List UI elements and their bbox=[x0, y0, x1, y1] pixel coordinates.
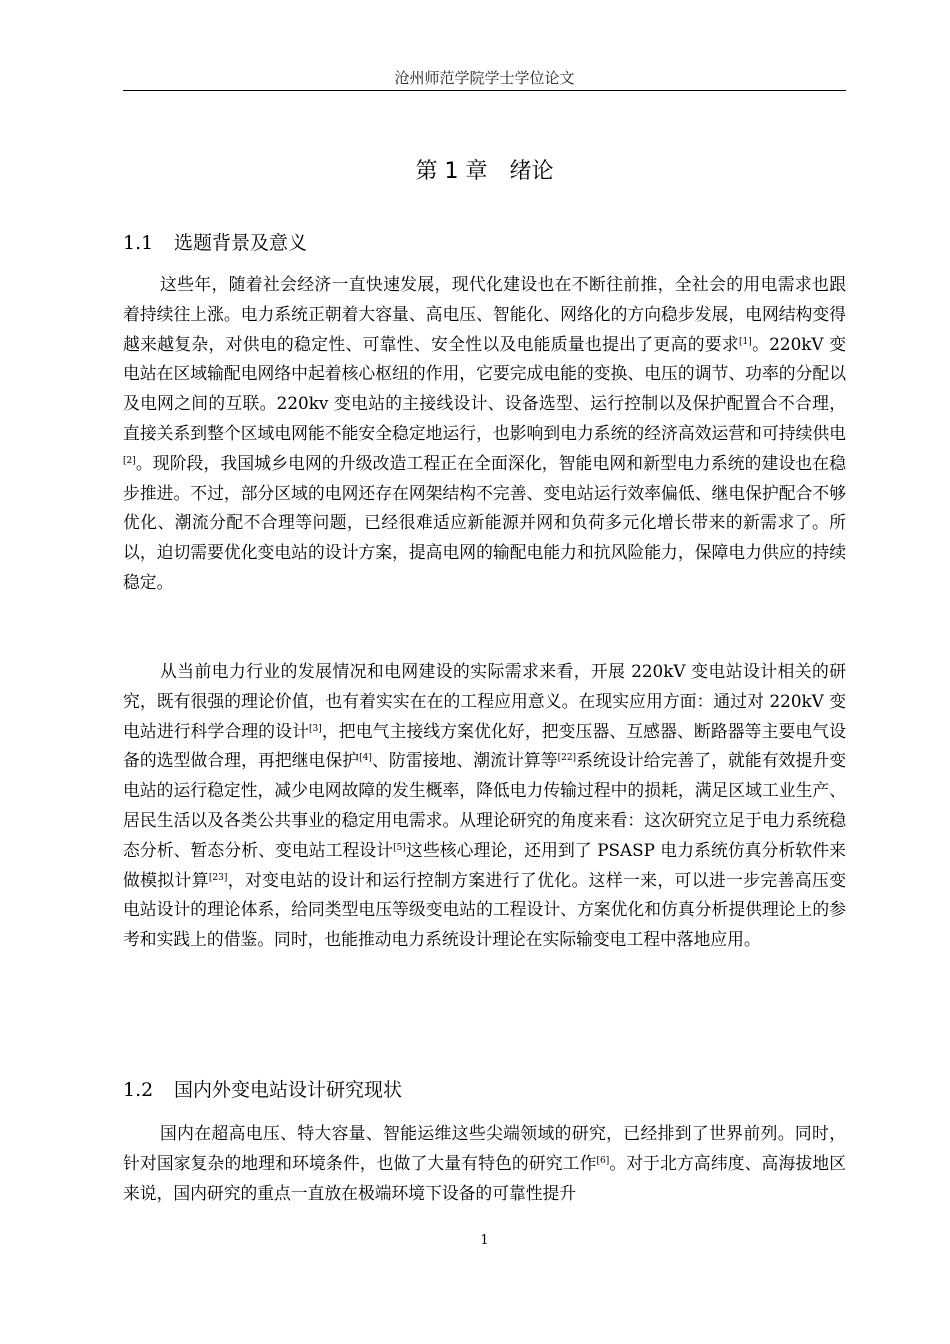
paragraph-research-status bbox=[123, 1119, 846, 1208]
paragraph-text: 从当前电力行业的发展情况和电网建设的实际需求来看，开展 220kV 变电站设计相关的研究，既有很强的理论价值，也有着实实在在的工程应用意义。在现实应用方面：通过对 220kV 变电站进行科学合理的设计 bbox=[123, 661, 846, 741]
chapter-name: 绪论 bbox=[509, 159, 554, 184]
paragraph-text: 国内在超高电压、特大容量、智能运维这些尖端领域的研究，已经排到了世界前列。同时，针对国家复杂的地理和环境条件，也做了大量有特色的研究工作 bbox=[123, 1123, 846, 1173]
paragraph-text: 。现阶段，我国城乡电网的升级改造工程正在全面深化，智能电网和新型电力系统的建设也在稳步推进。不过，部分区域的电网还存在网架结构不完善、变电站运行效率偏低、继电保护配合不够优化、潮流分配不合理等问题，已经很难适应新能源并网和负荷多元化增长带来的新需求了。所以，迫切需要优化变电站的设计方案，提高电网的输配电能力和抗风险能力，保障电力供应的持续稳定。 bbox=[123, 452, 846, 592]
paragraph-text: ，对变电站的设计和运行控制方案进行了优化。这样一来，可以进一步完善高压变电站设计的理论体系，给同类型电压等级变电站的工程设计、方案优化和仿真分析提供理论上的参考和实践上的借鉴。同时，也能推动电力系统设计理论在实际输变电工程中落地应用。 bbox=[123, 869, 846, 950]
header-rule bbox=[123, 90, 846, 91]
citation-marker: [4] bbox=[359, 753, 372, 764]
page-number: 1 bbox=[480, 1233, 489, 1248]
paragraph-text: 。对于北方高纬度、高海拔地区来说，国内研究的重点一直放在极端环境下设备的可靠性提升 bbox=[123, 1152, 846, 1203]
citation-marker: [3] bbox=[309, 723, 322, 734]
citation-marker: [22] bbox=[557, 753, 577, 764]
citation-marker: [1] bbox=[739, 336, 752, 347]
section-number: 1.2 bbox=[123, 1079, 154, 1101]
running-header: 沧州师范学院学士学位论文 bbox=[394, 69, 575, 87]
citation-marker: [2] bbox=[123, 455, 136, 466]
paragraph-text: 系统设计给完善了，就能有效提升变电站的运行稳定性，减少电网故障的发生概率，降低电力传输过程中的损耗，满足区域工业生产、居民生活以及各类公共事业的稳定用电需求。从理论研究的角度来看：这次研究立足于电力系统稳态分析、暂态分析、变电站工程设计 bbox=[123, 750, 846, 860]
paragraph-text: 这些年，随着社会经济一直快速发展，现代化建设也在不断往前推，全社会的用电需求也跟着持续往上涨。电力系统正朝着大容量、高电压、智能化、网络化的方向稳步发展，电网结构变得越来越复杂，对供电的稳定性、可靠性、安全性以及电能质量也提出了更高的要求 bbox=[123, 274, 846, 354]
section-number: 1.1 bbox=[123, 232, 154, 254]
citation-marker: [6] bbox=[596, 1155, 610, 1166]
paragraph-significance bbox=[123, 657, 846, 955]
paragraph-text: 、防雷接地、潮流计算等 bbox=[371, 750, 558, 771]
citation-marker: [23] bbox=[208, 872, 228, 883]
paragraph-text: ，把电气主接线方案优化好，把变压器、互感器、断路器等主要电气设备的选型做合理，再把继电保护 bbox=[123, 720, 846, 771]
paragraph-background bbox=[123, 270, 846, 598]
section-title: 国内外变电站设计研究现状 bbox=[174, 1079, 403, 1101]
paragraph-text: 这些核心理论，还用到了 PSASP 电力系统仿真分析软件来做模拟计算 bbox=[123, 839, 846, 890]
section-heading-1-2 bbox=[123, 1076, 846, 1104]
citation-marker: [5] bbox=[393, 842, 406, 853]
section-heading-1-1 bbox=[123, 229, 846, 257]
section-title: 选题背景及意义 bbox=[174, 232, 308, 254]
paragraph-text: 。220kV 变电站在区域输配电网络中起着核心枢纽的作用，它要完成电能的变换、电压的调节、功率的分配以及电网之间的互联。220kv 变电站的主接线设计、设备选型、运行控制以及保护配置合不合理，直接关系到整个区域电网能不能安全稳定地运行，也影响到电力系统的经济高效运营和可持续供电 bbox=[123, 333, 846, 443]
chapter-title bbox=[123, 157, 846, 187]
chapter-number: 第 1 章 bbox=[415, 159, 488, 184]
